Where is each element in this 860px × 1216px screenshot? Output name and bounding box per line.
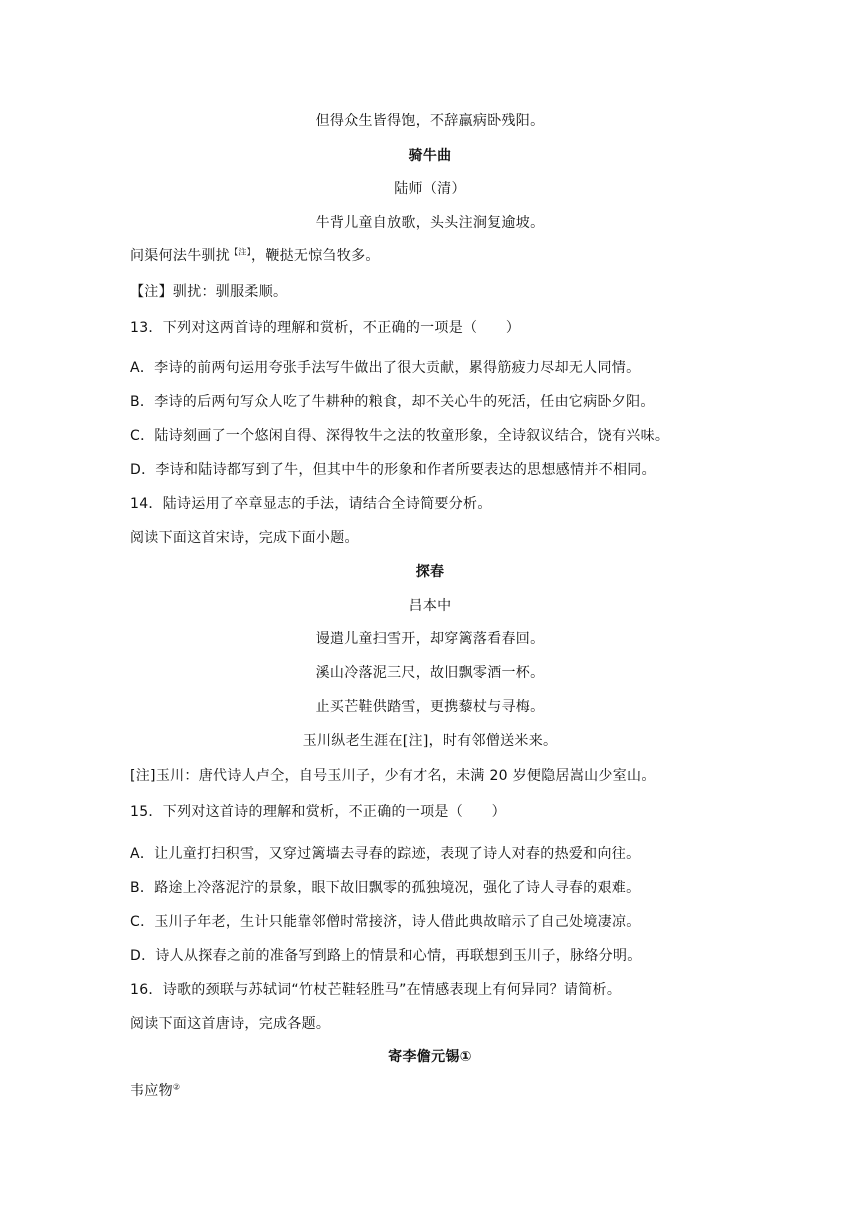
- poem-line-part: 问渠何法牛驯扰: [130, 248, 231, 264]
- option-13a: A．李诗的前两句运用夸张手法写牛做出了很大贡献，累得筋疲力尽却无人同情。: [130, 360, 641, 376]
- question-15: 15．下列对这首诗的理解和赏析，不正确的一项是（ ）: [130, 804, 506, 820]
- poem-author-lu-shi: 陆师（清）: [394, 181, 466, 197]
- poem-title-tan-chun: 探春: [415, 564, 445, 580]
- note-marker: 【注】: [230, 247, 252, 257]
- note-marker: ②: [172, 1082, 181, 1092]
- annotation: [注]玉川：唐代诗人卢仝，自号玉川子，少有才名，未满 20 岁便隐居嵩山少室山。: [130, 768, 656, 784]
- question-13: 13．下列对这两首诗的理解和赏析，不正确的一项是（ ）: [130, 320, 521, 336]
- option-15d: D．诗人从探春之前的准备写到路上的情景和心情，再联想到玉川子，脉络分明。: [130, 948, 642, 964]
- author-name: 韦应物: [130, 1083, 173, 1099]
- poem-line-part: ，鞭挞无惊刍牧多。: [251, 248, 380, 264]
- reading-instruction: 阅读下面这首宋诗，完成下面小题。: [130, 530, 359, 546]
- option-15a: A．让儿童打扫积雪，又穿过篱墙去寻春的踪迹，表现了诗人对春的热爱和向往。: [130, 846, 641, 862]
- option-13c: C．陆诗刻画了一个悠闲自得、深得牧牛之法的牧童形象，全诗叙议结合，饶有兴味。: [130, 428, 670, 444]
- poem-line: 止买芒鞋供踏雪，更携藜杖与寻梅。: [315, 699, 545, 715]
- poem-title-ji-li-dan-yuan-xi: 寄李儋元锡①: [388, 1049, 472, 1065]
- poem-line: 牛背儿童自放歌，头头注涧复逾坡。: [315, 215, 545, 231]
- poem-line: 玉川纵老生涯在[注]，时有邻僧送米来。: [302, 733, 558, 749]
- poem-line: 溪山冷落泥三尺，故旧飘零酒一杯。: [315, 665, 545, 681]
- question-14: 14．陆诗运用了卒章显志的手法，请结合全诗简要分析。: [130, 496, 492, 512]
- option-15b: B．路途上冷落泥泞的景象，眼下故旧飘零的孤独境况，强化了诗人寻春的艰难。: [130, 880, 641, 896]
- option-13b: B．李诗的后两句写众人吃了牛耕种的粮食，却不关心牛的死活，任由它病卧夕阳。: [130, 394, 655, 410]
- reading-instruction: 阅读下面这首唐诗，完成各题。: [130, 1016, 331, 1032]
- annotation: 【注】驯扰：驯服柔顺。: [130, 284, 288, 300]
- poem-title-qi-niu-qu: 骑牛曲: [408, 148, 452, 164]
- poem-line-with-note: [130, 246, 380, 266]
- question-16: 16．诗歌的颈联与苏轼词“竹杖芒鞋轻胜马”在情感表现上有何异同？请简析。: [130, 982, 622, 998]
- poem-author-lu-benzhong: 吕本中: [408, 598, 452, 614]
- option-15c: C．玉川子年老，生计只能靠邻僧时常接济，诗人借此典故暗示了自己处境凄凉。: [130, 914, 641, 930]
- poem-line-previous: 但得众生皆得饱，不辞羸病卧残阳。: [315, 113, 545, 129]
- option-13d: D．李诗和陆诗都写到了牛，但其中牛的形象和作者所要表达的思想感情并不相同。: [130, 462, 656, 478]
- poem-line: 谩遣儿童扫雪开，却穿篱落看春回。: [315, 631, 545, 647]
- poem-author-wei-yingwu: [130, 1081, 180, 1101]
